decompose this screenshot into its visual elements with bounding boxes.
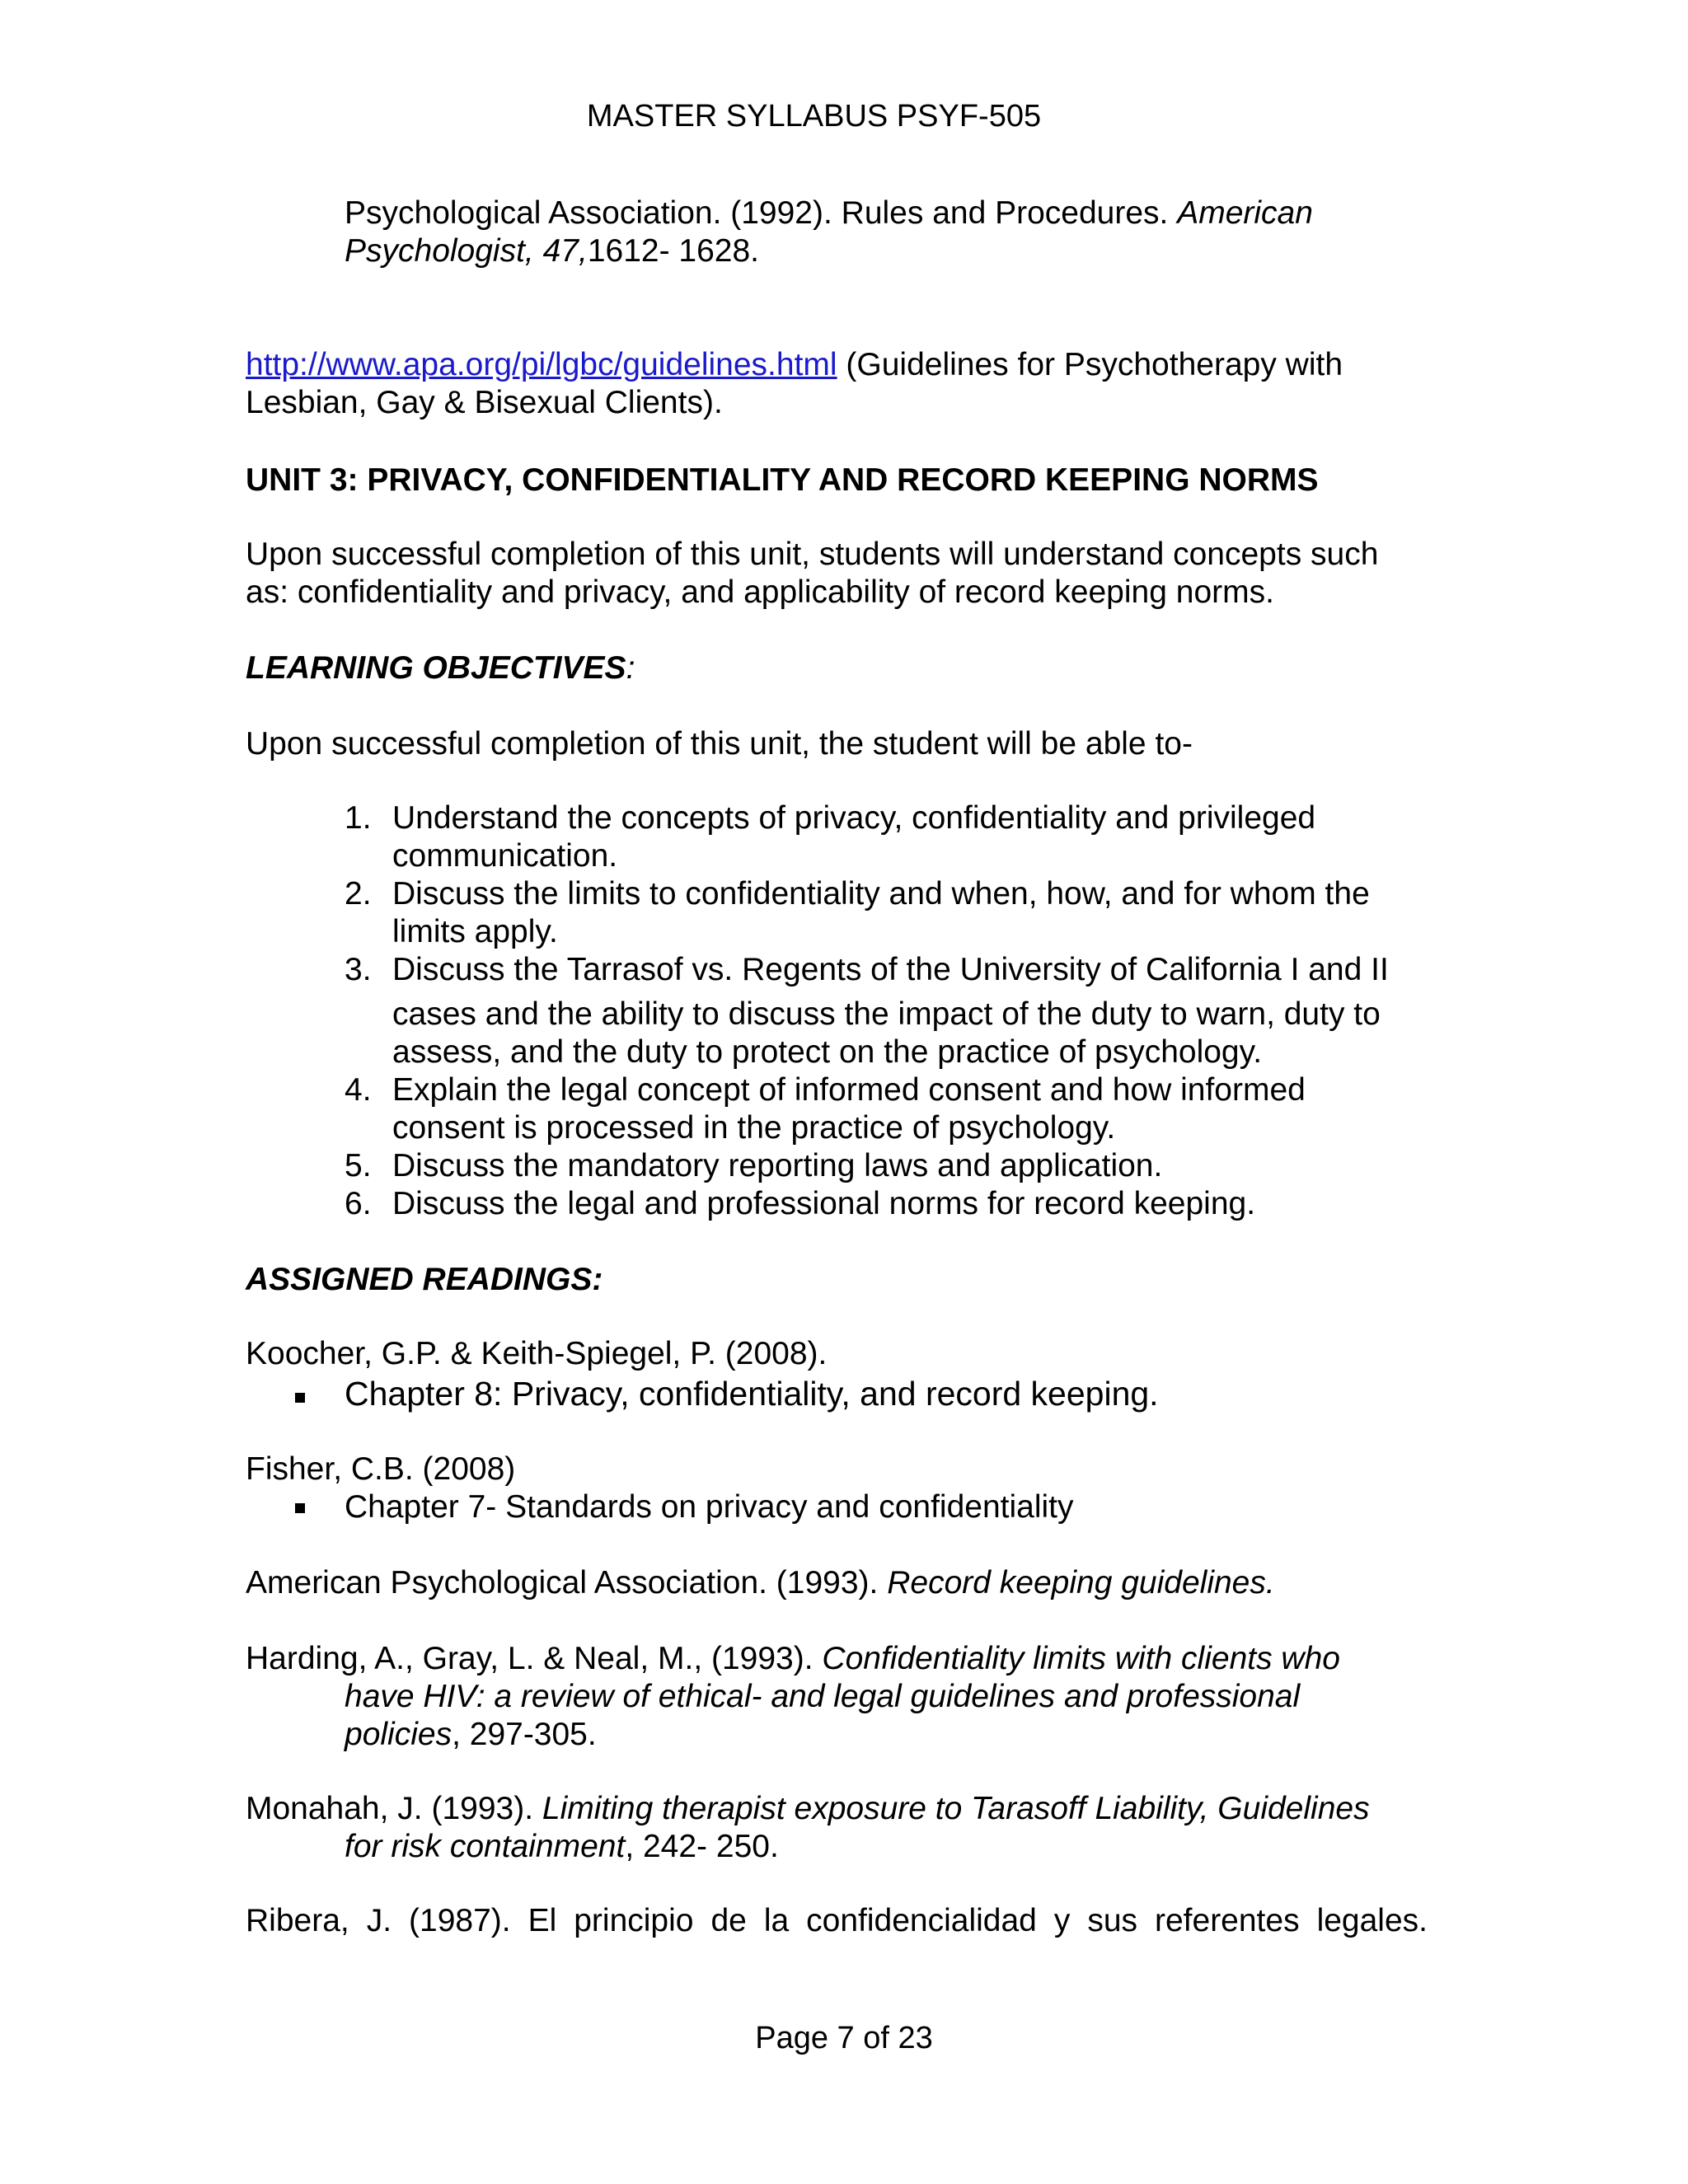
link-description-cont: Lesbian, Gay & Bisexual Clients). [246, 385, 723, 420]
reading-fisher-bullet [295, 1488, 1449, 1526]
objective-text: Discuss the mandatory reporting laws and application. [392, 1148, 1163, 1183]
reading-harding-title: Confidentiality limits with clients who [822, 1641, 1340, 1676]
objective-item [345, 1071, 1449, 1147]
objective-text-cont: limits apply. [392, 914, 558, 949]
unit-intro-line2: as: confidentiality and privacy, and applicability of record keeping norms. [246, 574, 1274, 610]
reading-fisher-chapter: Chapter 7- Standards on privacy and confidentiality [345, 1489, 1074, 1525]
reading-koocher-bullet [295, 1375, 1449, 1416]
learning-objectives-title: LEARNING OBJECTIVES [246, 650, 626, 686]
reading-koocher-chapter: Chapter 8: Privacy, confidentiality, and record keeping. [345, 1375, 1159, 1413]
citation-text: Psychological Association. (1992). Rules and Procedures. [345, 195, 1178, 231]
reading-monahah [246, 1790, 1432, 1866]
objective-text: Explain the legal concept of informed consent and how informed [392, 1072, 1306, 1108]
page-number: Page 7 of 23 [755, 2021, 933, 2055]
objective-item [345, 1147, 1449, 1185]
reading-monahah-author: Monahah, J. (1993). [246, 1791, 542, 1826]
objective-text-cont: assess, and the duty to protect on the practice of psychology. [392, 1034, 1263, 1070]
reading-apa [246, 1564, 1441, 1602]
objective-item [345, 875, 1449, 951]
objective-text: Discuss the Tarrasof vs. Regents of the University of California I and II [392, 952, 1389, 987]
objective-text: Understand the concepts of privacy, confidentiality and privileged [392, 800, 1316, 836]
unit-heading: UNIT 3: PRIVACY, CONFIDENTIALITY AND RECORD KEEPING NORMS [246, 462, 1319, 498]
reading-fisher-author: Fisher, C.B. (2008) [246, 1451, 516, 1487]
reading-harding-pages: , 297-305. [452, 1717, 597, 1752]
learning-objectives-colon: : [626, 650, 635, 686]
objectives-intro: Upon successful completion of this unit, the student will be able to- [246, 726, 1193, 762]
objective-text-cont: communication. [392, 838, 618, 874]
reading-monahah-title: Limiting therapist exposure to Tarasoff Liability, Guidelines [542, 1791, 1370, 1826]
reading-apa-author: American Psychological Association. (1993). [246, 1565, 888, 1601]
reading-apa-title: Record keeping guidelines. [887, 1565, 1275, 1601]
square-bullet-icon [295, 1393, 305, 1403]
objective-item [345, 1185, 1449, 1223]
objective-number: 4. [345, 1072, 372, 1108]
objective-number: 1. [345, 800, 372, 836]
objective-number: 3. [345, 952, 372, 987]
citation-journal-volume: Psychologist, 47, [345, 233, 588, 269]
objective-text-cont: cases and the ability to discuss the impact of the duty to warn, duty to [392, 996, 1381, 1032]
objective-text: Discuss the legal and professional norms for record keeping. [392, 1186, 1256, 1221]
citation-continuation [345, 194, 1449, 270]
objective-number: 6. [345, 1186, 372, 1221]
guidelines-link-paragraph [246, 346, 1441, 422]
objective-number: 5. [345, 1148, 372, 1183]
reading-monahah-pages: , 242- 250. [625, 1829, 779, 1864]
objective-item [345, 799, 1449, 875]
objective-text-cont: consent is processed in the practice of psychology. [392, 1110, 1116, 1146]
unit-intro [246, 536, 1441, 612]
reading-koocher-author: Koocher, G.P. & Keith-Spiegel, P. (2008). [246, 1336, 828, 1371]
link-description: (Guidelines for Psychotherapy with [837, 347, 1343, 382]
square-bullet-icon [295, 1503, 305, 1513]
reading-ribera: Ribera, J. (1987). El principio de la confidencialidad y sus referentes legales. [246, 1903, 1428, 1938]
objective-item [345, 951, 1449, 1071]
reading-harding-title-cont: have HIV: a review of ethical- and legal guidelines and professional [345, 1679, 1301, 1714]
reading-harding-author: Harding, A., Gray, L. & Neal, M., (1993). [246, 1641, 823, 1676]
objective-text: Discuss the limits to confidentiality and when, how, and for whom the [392, 876, 1370, 912]
unit-intro-line1: Upon successful completion of this unit, students will understand concepts such [246, 537, 1379, 572]
learning-objectives-heading [246, 649, 1441, 687]
reading-harding [246, 1640, 1432, 1754]
assigned-readings-heading: ASSIGNED READINGS: [246, 1262, 603, 1297]
page-header: MASTER SYLLABUS PSYF-505 [586, 99, 1042, 134]
reading-harding-title-end: policies [345, 1717, 452, 1752]
objectives-list [345, 799, 1449, 1223]
citation-journal: American [1177, 195, 1313, 231]
reading-monahah-title-end: for risk containment [345, 1829, 626, 1864]
citation-pages: 1612- 1628. [587, 233, 760, 269]
apa-guidelines-link[interactable]: http://www.apa.org/pi/lgbc/guidelines.html [246, 347, 837, 382]
objective-number: 2. [345, 876, 372, 912]
